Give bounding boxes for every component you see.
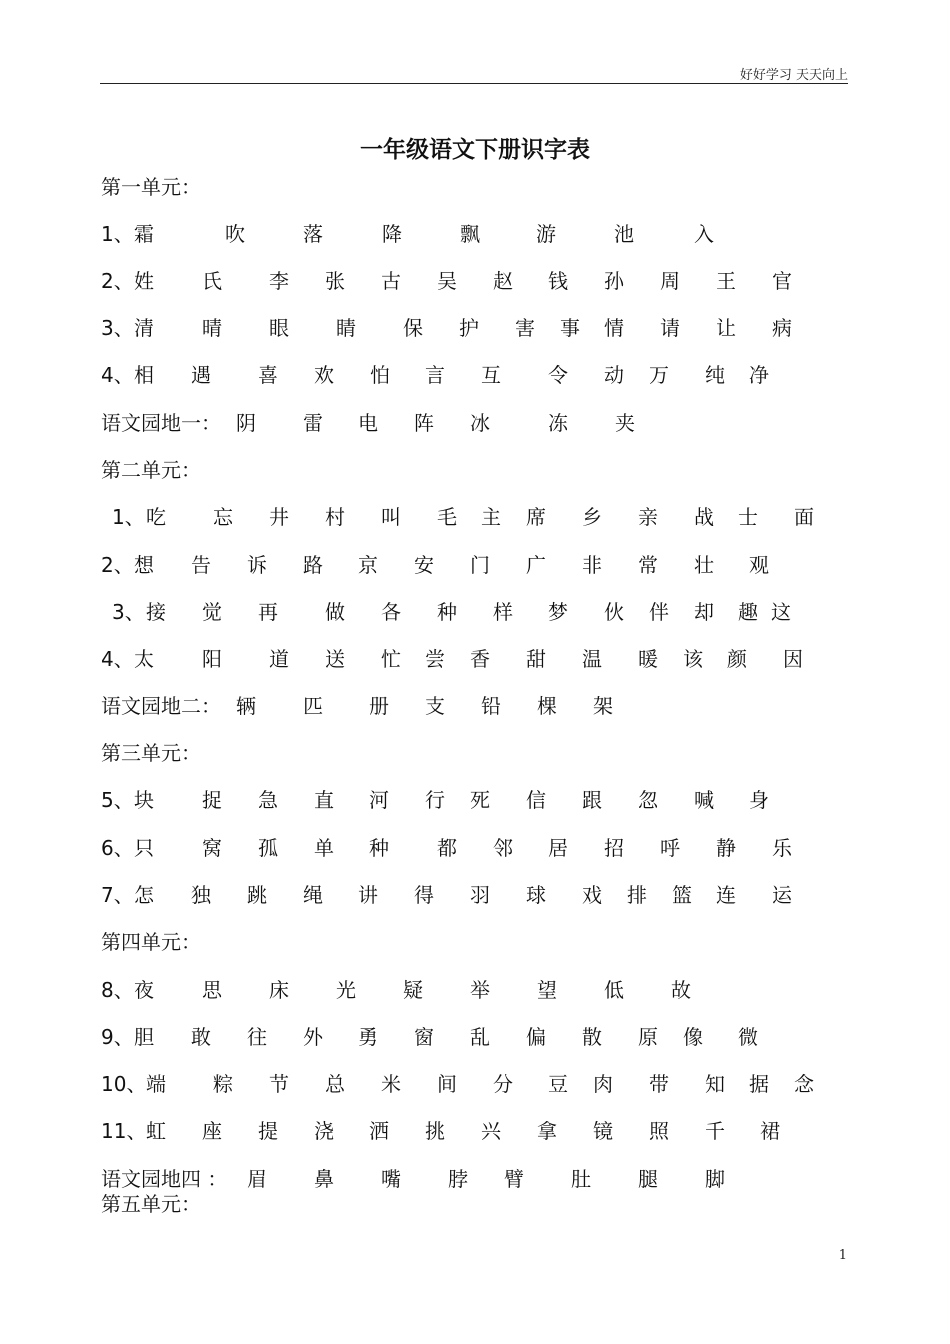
character: 往 — [247, 1025, 267, 1049]
character: 只 — [134, 836, 154, 860]
character: 相 — [134, 363, 154, 387]
row-label: 3、 — [101, 316, 134, 340]
character: 跟 — [582, 788, 602, 812]
character: 尝 — [425, 647, 445, 671]
character: 望 — [537, 978, 557, 1002]
character: 像 — [683, 1025, 703, 1049]
page-title: 一年级语文下册识字表 — [360, 137, 590, 163]
character: 铅 — [481, 694, 501, 718]
character: 各 — [381, 600, 401, 624]
character: 节 — [269, 1072, 289, 1096]
character: 保 — [403, 316, 423, 340]
character: 非 — [582, 553, 602, 577]
character: 冻 — [548, 411, 568, 435]
character: 孤 — [258, 836, 278, 860]
character: 勇 — [358, 1025, 378, 1049]
character: 接 — [146, 600, 166, 624]
character: 夜 — [134, 978, 154, 1002]
character: 雷 — [303, 411, 323, 435]
character: 直 — [314, 788, 334, 812]
character: 病 — [772, 316, 792, 340]
character: 告 — [191, 553, 211, 577]
character: 言 — [425, 363, 445, 387]
character: 护 — [459, 316, 479, 340]
character: 令 — [548, 363, 568, 387]
character: 千 — [705, 1119, 725, 1143]
character: 阳 — [202, 647, 222, 671]
character: 再 — [258, 600, 278, 624]
character: 吹 — [225, 222, 245, 246]
character: 张 — [325, 269, 345, 293]
character: 静 — [716, 836, 736, 860]
character: 士 — [738, 505, 758, 529]
character: 喊 — [694, 788, 714, 812]
character: 壮 — [694, 553, 714, 577]
character: 信 — [526, 788, 546, 812]
row-label: 10、 — [101, 1072, 147, 1096]
character: 纯 — [705, 363, 725, 387]
character: 邻 — [493, 836, 513, 860]
character: 落 — [303, 222, 323, 246]
character: 虹 — [146, 1119, 166, 1143]
row-label: 2、 — [101, 553, 134, 577]
character: 脖 — [448, 1167, 468, 1191]
character: 孙 — [604, 269, 624, 293]
character: 思 — [202, 978, 222, 1002]
row-label: 6、 — [101, 836, 134, 860]
character: 洒 — [369, 1119, 389, 1143]
row-label: 7、 — [101, 883, 134, 907]
character: 梦 — [548, 600, 568, 624]
character: 球 — [526, 883, 546, 907]
character: 照 — [649, 1119, 669, 1143]
character: 单 — [314, 836, 334, 860]
character: 得 — [414, 883, 434, 907]
character: 兴 — [481, 1119, 501, 1143]
character: 太 — [134, 647, 154, 671]
character: 篮 — [672, 883, 692, 907]
character: 飘 — [460, 222, 480, 246]
character: 路 — [303, 553, 323, 577]
character: 温 — [582, 647, 602, 671]
character: 欢 — [314, 363, 334, 387]
character: 急 — [258, 788, 278, 812]
character: 身 — [749, 788, 769, 812]
character: 散 — [582, 1025, 602, 1049]
character: 原 — [638, 1025, 658, 1049]
character: 清 — [134, 316, 154, 340]
character: 辆 — [236, 694, 256, 718]
character: 门 — [470, 553, 490, 577]
character: 座 — [202, 1119, 222, 1143]
character: 道 — [269, 647, 289, 671]
character: 河 — [369, 788, 389, 812]
character: 氏 — [202, 269, 222, 293]
character: 挑 — [425, 1119, 445, 1143]
character: 观 — [749, 553, 769, 577]
character: 钱 — [548, 269, 568, 293]
character: 颜 — [727, 647, 747, 671]
character: 李 — [269, 269, 289, 293]
character: 棵 — [537, 694, 557, 718]
character: 臂 — [504, 1167, 524, 1191]
page-number: 1 — [838, 1248, 847, 1263]
character: 这 — [771, 600, 791, 624]
character: 万 — [649, 363, 669, 387]
character: 让 — [716, 316, 736, 340]
character: 乡 — [582, 505, 602, 529]
row-label: 3、 — [112, 600, 145, 624]
character: 捉 — [202, 788, 222, 812]
character: 偏 — [526, 1025, 546, 1049]
row-label: 8、 — [101, 978, 134, 1002]
character: 拿 — [537, 1119, 557, 1143]
character: 豆 — [548, 1072, 568, 1096]
page-header-text: 好好学习 天天向上 — [739, 68, 848, 83]
character: 该 — [683, 647, 703, 671]
character: 镜 — [593, 1119, 613, 1143]
character: 端 — [146, 1072, 166, 1096]
character: 阵 — [414, 411, 434, 435]
character: 官 — [772, 269, 792, 293]
character: 觉 — [202, 600, 222, 624]
character: 鼻 — [314, 1167, 334, 1191]
row-label: 2、 — [101, 269, 134, 293]
character: 低 — [604, 978, 624, 1002]
character: 叫 — [381, 505, 401, 529]
character: 念 — [794, 1072, 814, 1096]
character: 动 — [604, 363, 624, 387]
character: 香 — [470, 647, 490, 671]
character: 姓 — [134, 269, 154, 293]
character: 间 — [437, 1072, 457, 1096]
character: 村 — [325, 505, 345, 529]
character: 互 — [481, 363, 501, 387]
character: 害 — [515, 316, 535, 340]
row-label: 语文园地四 ： — [101, 1167, 228, 1191]
character: 做 — [325, 600, 345, 624]
character: 肉 — [593, 1072, 613, 1096]
character: 想 — [134, 553, 154, 577]
character: 总 — [325, 1072, 345, 1096]
row-label: 11、 — [101, 1119, 147, 1143]
character: 甜 — [526, 647, 546, 671]
character: 却 — [694, 600, 714, 624]
character: 窝 — [202, 836, 222, 860]
character: 戏 — [582, 883, 602, 907]
row-label: 1、 — [101, 222, 134, 246]
character: 因 — [783, 647, 803, 671]
character: 电 — [358, 411, 378, 435]
character: 死 — [470, 788, 490, 812]
character: 睛 — [336, 316, 356, 340]
character: 王 — [716, 269, 736, 293]
character: 支 — [425, 694, 445, 718]
character: 外 — [303, 1025, 323, 1049]
character: 伙 — [604, 600, 624, 624]
character: 排 — [627, 883, 647, 907]
character: 招 — [604, 836, 624, 860]
character: 净 — [749, 363, 769, 387]
row-label: 5、 — [101, 788, 134, 812]
character: 吃 — [146, 505, 166, 529]
character: 分 — [493, 1072, 513, 1096]
character: 周 — [660, 269, 680, 293]
character: 举 — [470, 978, 490, 1002]
character: 册 — [369, 694, 389, 718]
row-label: 语文园地二： — [101, 694, 221, 718]
character: 腿 — [638, 1167, 658, 1191]
character: 架 — [593, 694, 613, 718]
character: 居 — [548, 836, 568, 860]
character: 微 — [738, 1025, 758, 1049]
character: 战 — [694, 505, 714, 529]
character: 窗 — [414, 1025, 434, 1049]
character: 怕 — [370, 363, 390, 387]
character: 匹 — [303, 694, 323, 718]
character: 行 — [425, 788, 445, 812]
character: 冰 — [470, 411, 490, 435]
character: 眼 — [269, 316, 289, 340]
character: 样 — [493, 600, 513, 624]
character: 夹 — [615, 411, 635, 435]
character: 井 — [269, 505, 289, 529]
character: 池 — [614, 222, 634, 246]
row-label: 1、 — [112, 505, 145, 529]
character: 羽 — [470, 883, 490, 907]
character: 乐 — [772, 836, 792, 860]
character: 独 — [191, 883, 211, 907]
character: 亲 — [638, 505, 658, 529]
character: 肚 — [571, 1167, 591, 1191]
character: 赵 — [493, 269, 513, 293]
row-label: 4、 — [101, 363, 134, 387]
character: 种 — [437, 600, 457, 624]
character: 连 — [716, 883, 736, 907]
character: 趣 — [738, 600, 758, 624]
character: 提 — [258, 1119, 278, 1143]
character: 情 — [604, 316, 624, 340]
character: 乱 — [470, 1025, 490, 1049]
character: 裙 — [760, 1119, 780, 1143]
character: 降 — [382, 222, 402, 246]
character: 块 — [134, 788, 154, 812]
character: 知 — [705, 1072, 725, 1096]
character: 席 — [526, 505, 546, 529]
character: 京 — [358, 553, 378, 577]
character: 请 — [660, 316, 680, 340]
character: 忘 — [213, 505, 233, 529]
character: 游 — [536, 222, 556, 246]
character: 入 — [694, 222, 714, 246]
character: 忙 — [381, 647, 401, 671]
character: 疑 — [403, 978, 423, 1002]
character: 遇 — [191, 363, 211, 387]
row-label: 4、 — [101, 647, 134, 671]
character: 跳 — [247, 883, 267, 907]
character: 讲 — [358, 883, 378, 907]
character: 嘴 — [381, 1167, 401, 1191]
character: 古 — [381, 269, 401, 293]
character: 敢 — [191, 1025, 211, 1049]
character: 床 — [269, 978, 289, 1002]
character: 主 — [481, 505, 501, 529]
character: 怎 — [134, 883, 154, 907]
character: 事 — [560, 316, 580, 340]
row-label: 语文园地一： — [101, 411, 221, 435]
character: 光 — [336, 978, 356, 1002]
character: 常 — [638, 553, 658, 577]
character: 毛 — [437, 505, 457, 529]
character: 胆 — [134, 1025, 154, 1049]
character: 呼 — [660, 836, 680, 860]
character: 据 — [749, 1072, 769, 1096]
character: 浇 — [314, 1119, 334, 1143]
character: 带 — [649, 1072, 669, 1096]
character: 暖 — [638, 647, 658, 671]
character: 眉 — [247, 1167, 267, 1191]
character: 送 — [325, 647, 345, 671]
character: 绳 — [303, 883, 323, 907]
character: 运 — [772, 883, 792, 907]
character: 米 — [381, 1072, 401, 1096]
character: 诉 — [247, 553, 267, 577]
character: 种 — [369, 836, 389, 860]
character: 霜 — [134, 222, 154, 246]
character: 都 — [437, 836, 457, 860]
character: 晴 — [202, 316, 222, 340]
character: 阴 — [236, 411, 256, 435]
character: 伴 — [649, 600, 669, 624]
character: 面 — [794, 505, 814, 529]
character: 故 — [671, 978, 691, 1002]
character: 吴 — [437, 269, 457, 293]
row-label: 9、 — [101, 1025, 134, 1049]
character: 广 — [526, 553, 546, 577]
character: 忽 — [638, 788, 658, 812]
character: 喜 — [258, 363, 278, 387]
character: 脚 — [705, 1167, 725, 1191]
header-rule — [100, 83, 848, 84]
character: 粽 — [213, 1072, 233, 1096]
character: 安 — [414, 553, 434, 577]
